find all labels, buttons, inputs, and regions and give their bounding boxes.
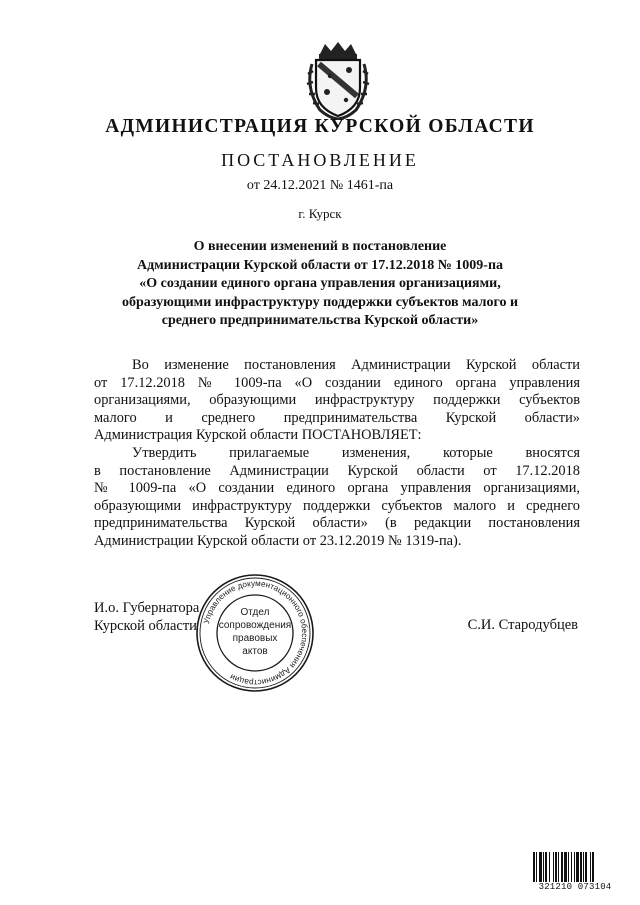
barcode-bar	[576, 852, 579, 883]
signatory-position-line: И.о. Губернатора	[94, 600, 200, 616]
barcode-bar	[592, 852, 594, 883]
body-line: № 1009-па «О создании единого органа управления организациями,	[94, 480, 580, 497]
barcode-bar	[574, 852, 575, 883]
document-subject	[80, 238, 560, 331]
subject-line: «О создании единого органа управления организациями,	[139, 276, 501, 291]
document-body	[94, 357, 580, 551]
barcode-bar	[564, 852, 567, 883]
barcode-bar	[549, 852, 550, 883]
stamp-center-line: сопровождения	[218, 620, 292, 631]
subject-line: О внесении изменений в постановление	[193, 239, 447, 254]
body-line: организациями, образующими инфраструктуру поддержки субъектов	[94, 392, 580, 409]
body-line: Администрации Курской области от 23.12.2019 № 1319-па).	[94, 532, 462, 549]
body-line: предпринимательства Курской области» (в редакции постановления	[94, 515, 580, 532]
official-stamp	[194, 572, 316, 694]
subject-line: среднего предпринимательства Курской области»	[161, 313, 479, 328]
subject-line: Администрации Курской области от 17.12.2018 № 1009-па	[136, 257, 504, 273]
barcode-bar	[583, 852, 584, 883]
barcode-bar	[568, 852, 569, 883]
signatory-position	[94, 599, 199, 635]
stamp-ring-text: Управление документационного обеспечения Администрации	[201, 578, 310, 688]
body-line: Утвердить прилагаемые изменения, которые вносятся	[132, 444, 580, 461]
barcode-bar	[571, 852, 572, 883]
barcode-bar	[580, 852, 582, 883]
subject-line: образующими инфраструктуру поддержки субъектов малого и	[121, 294, 519, 310]
stamp-center-line: правовых	[232, 633, 278, 644]
stamp-center-line: актов	[242, 646, 268, 657]
barcode-bar	[555, 852, 557, 883]
organization-title: АДМИНИСТРАЦИЯ КУРСКОЙ ОБЛАСТИ	[105, 116, 535, 137]
body-line: от 17.12.2018 № 1009-па «О создании единого органа управления	[94, 374, 580, 391]
barcode-bar	[561, 852, 563, 883]
barcode-bar	[533, 852, 535, 883]
body-line: Администрация Курской области ПОСТАНОВЛЯЕТ:	[94, 427, 422, 444]
document-date-number: от 24.12.2021 № 1461-па	[246, 178, 394, 193]
signatory-position-line: Курской области	[94, 618, 197, 634]
signatory-name: С.И. Стародубцев	[467, 617, 578, 633]
barcode-digits: 321210 073104	[533, 882, 617, 892]
barcode-bar	[543, 852, 544, 883]
barcode-bar	[558, 852, 559, 883]
body-line: Во изменение постановления Администрации Курской области	[132, 357, 580, 373]
document-type: ПОСТАНОВЛЕНИЕ	[221, 150, 419, 170]
barcode-bar	[539, 852, 542, 883]
document-city: г. Курск	[298, 206, 342, 221]
barcode-bar	[545, 852, 547, 883]
body-line: малого и среднего предпринимательства Курской области»	[94, 409, 580, 426]
body-line: в постановление Администрации Курской области от 17.12.2018	[94, 462, 580, 479]
stamp-center-line: Отдел	[240, 607, 270, 618]
barcode-bar	[553, 852, 554, 883]
barcode-bar	[585, 852, 587, 883]
body-line: образующими инфраструктуру поддержки субъектов малого и среднего	[94, 497, 580, 514]
kursk-coat-of-arms-icon	[303, 40, 373, 120]
barcode-bar	[590, 852, 591, 883]
barcode-bar	[536, 852, 537, 883]
